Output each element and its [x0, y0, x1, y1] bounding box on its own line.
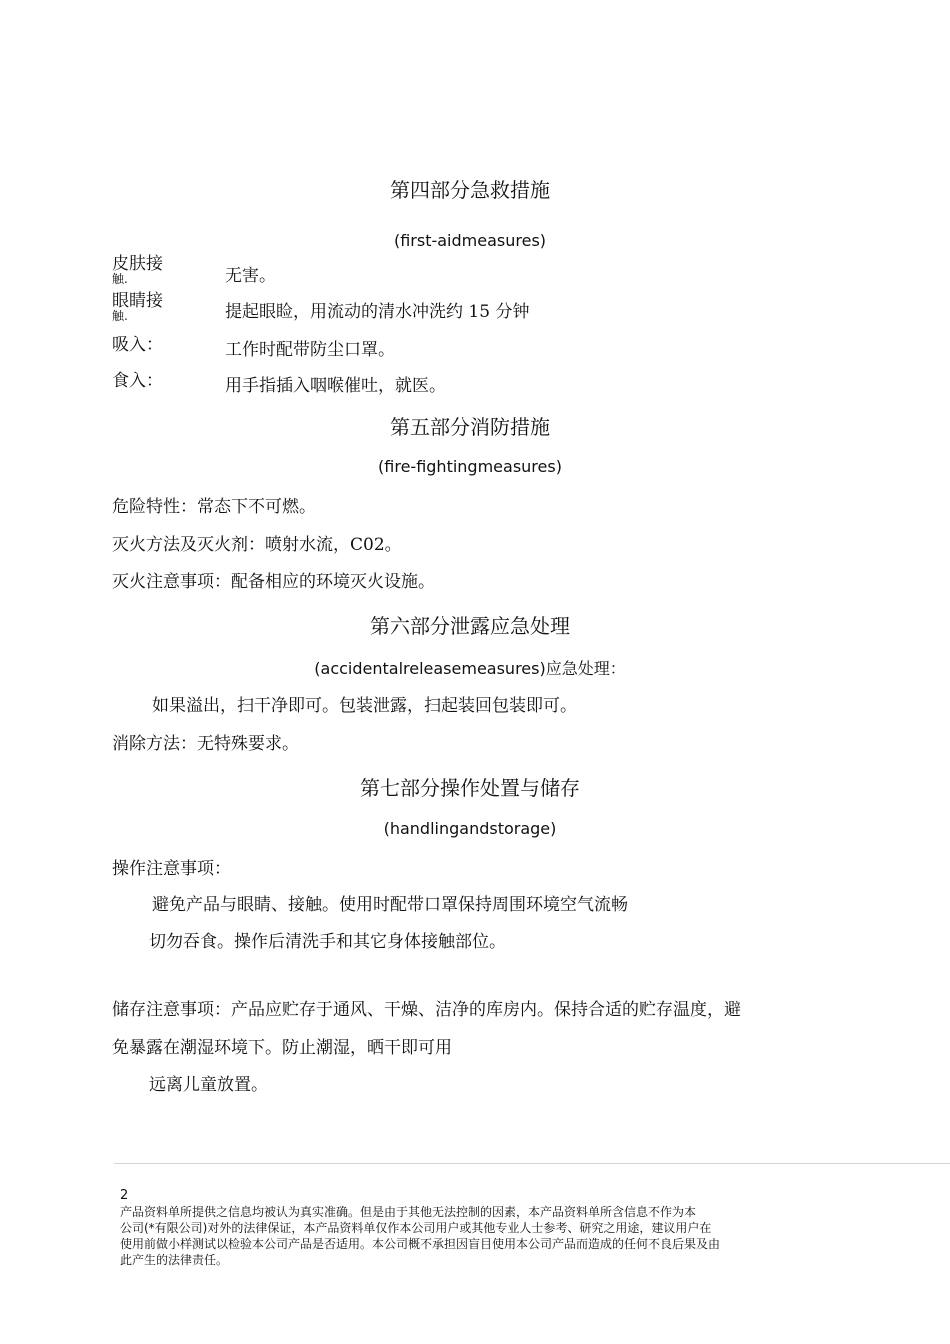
section6-subtitle-cn: 应急处理： — [545, 659, 626, 678]
handling-line-1: 避免产品与眼睛、接触。使用时配带口罩保持周围环境空气流畅 — [152, 895, 628, 915]
aid-label-skin-top: 皮肤接 — [112, 254, 163, 274]
storage-line-3: 远离儿童放置。 — [149, 1075, 268, 1095]
aid-label-eye — [112, 292, 163, 323]
aid-value-ingest: 用手指插入咽喉催吐，就医。 — [225, 376, 446, 396]
footer-line-4: 此产生的法律责任。 — [120, 1253, 229, 1267]
aid-label-eye-bottom: 触. — [112, 309, 128, 323]
page-number: 2 — [120, 1188, 129, 1203]
fire-hazard-line: 危险特性：常态下不可燃。 — [112, 497, 316, 517]
aid-label-skin — [112, 255, 163, 286]
aid-label-skin-bottom: 触. — [112, 272, 128, 286]
aid-label-eye-top: 眼睛接 — [112, 291, 163, 311]
aid-label-ingest: 食入： — [112, 371, 163, 391]
aid-value-skin: 无害。 — [225, 266, 276, 286]
section6-subtitle-en: (accidentalreleasemeasures) — [314, 659, 546, 678]
aid-value-inhale: 工作时配带防尘口罩。 — [225, 340, 395, 360]
footer-divider — [114, 1163, 950, 1164]
aid-label-inhale: 吸入： — [112, 335, 163, 355]
fire-method-line: 灭火方法及灭火剂：喷射水流，C02。 — [112, 535, 402, 555]
section5-subtitle: (fire-fightingmeasures) — [378, 457, 562, 476]
footer-disclaimer — [120, 1188, 840, 1268]
elimination-line: 消除方法：无特殊要求。 — [112, 734, 299, 754]
aid-value-eye: 提起眼睑，用流动的清水冲洗约 15 分钟 — [225, 302, 530, 322]
storage-line-1: 储存注意事项：产品应贮存于通风、干燥、洁净的库房内。保持合适的贮存温度，避 — [112, 1000, 741, 1020]
section6-title: 第六部分泄露应急处理 — [370, 614, 570, 638]
section6-subtitle — [0, 656, 940, 679]
footer-line-1: 产品资料单所提供之信息均被认为真实准确。但是由于其他无法控制的因素，本产品资料单所含信息不作为本 — [120, 1205, 697, 1219]
section4-title: 第四部分急救措施 — [390, 178, 550, 202]
handling-line-2: 切勿吞食。操作后清洗手和其它身体接触部位。 — [149, 932, 506, 952]
footer-line-3: 使用前做小样测试以检验本公司产品是否适用。本公司概不承担因盲目使用本公司产品而造成的任何不良后果及由 — [120, 1237, 721, 1251]
section5-title: 第五部分消防措施 — [390, 415, 550, 439]
section7-title: 第七部分操作处置与储存 — [360, 776, 580, 800]
storage-line-2: 免暴露在潮湿环境下。防止潮湿，晒干即可用 — [112, 1038, 452, 1058]
handling-notes-heading: 操作注意事项： — [112, 859, 231, 879]
footer-line-2: 公司(*有限公司)对外的法律保证，本产品资料单仅作本公司用户或其他专业人士参考、研究之用途，建议用户在 — [120, 1221, 712, 1235]
section7-subtitle: (handlingandstorage) — [383, 819, 557, 838]
spill-handling-line: 如果溢出，扫干净即可。包装泄露，扫起装回包装即可。 — [152, 696, 577, 716]
fire-notes-line: 灭火注意事项：配备相应的环境灭火设施。 — [112, 572, 435, 592]
section4-subtitle: (first-aidmeasures) — [393, 231, 547, 250]
